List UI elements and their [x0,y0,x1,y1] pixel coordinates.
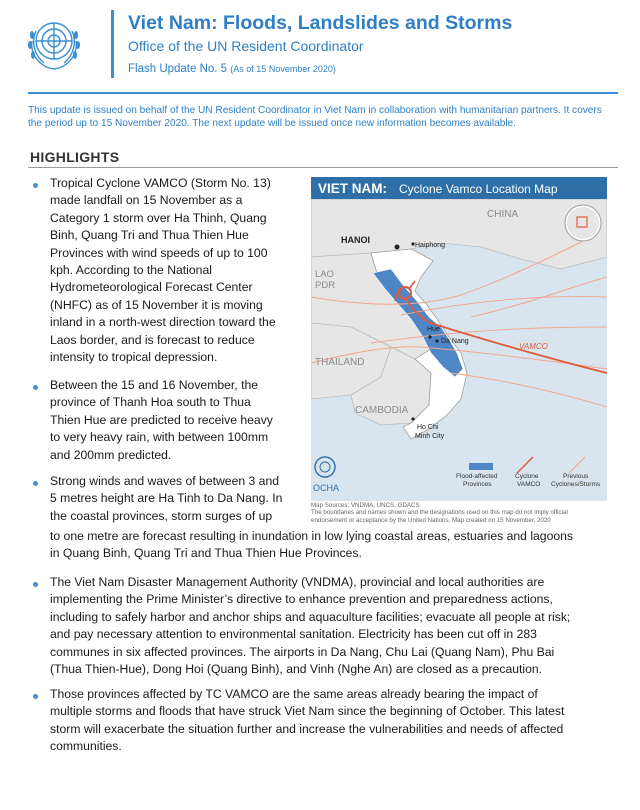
cyclone-location-map [311,177,607,501]
legend-vamco-label: VAMCO [517,481,541,488]
ocha-label: OCHA [313,483,340,493]
bullet-line: The Viet Nam Disaster Management Authority (VNDMA), provincial and local authorities are [50,575,545,589]
header-divider [28,92,618,94]
map-source-note [311,502,611,524]
legend-provinces-label: Provinces [463,481,492,488]
bullet-line: Between the 15 and 16 November, the [50,378,259,392]
bullet-line: implementing the Prime Minister’s directive to enhance prevention and preparedness actions, [50,592,553,607]
legend-previous-label: Previous [563,473,589,480]
legend-affected-swatch [469,463,493,470]
map-source-line: endorsement or acceptance by the United Nations. Map created on 15 November, 2020 [311,516,551,524]
bullet-line: and pay necessary attention to environmental sanitation. Electricity has been cut off in 283 [50,627,537,642]
bullet-line: kph. According to the National [50,263,212,278]
map-title: Cyclone Vamco Location Map [399,182,558,196]
map-label-hanoi: HANOI [341,235,370,245]
bullet-line: province of Thanh Hoa south to Thua [50,395,251,410]
bullet-line: Hydrometeorological Forecast Center [50,280,253,295]
bullet-line: made landfall on 15 November as a [50,193,243,208]
bullet-line: Strong winds and waves of between 3 and [50,474,280,488]
bullet-line: the coastal provinces, storm surges of up [50,508,273,523]
bullet-line: to very heavy rain, with between 100mm [50,430,269,445]
legend-cyclone-label: Cyclone [515,473,539,480]
bullet-line: to one metre are forecast resulting in inundation in low lying coastal areas, estuaries and lagoons [50,529,574,543]
page-title: Viet Nam: Floods, Landslides and Storms [128,12,513,34]
flash-update-line [128,63,336,75]
map-city-dot [428,335,431,338]
un-emblem-icon [22,11,86,75]
map-label-danang: Da Nang [441,338,469,345]
map-city-dot [435,339,438,342]
map-city-dot [411,417,414,420]
map-source-line: Map Sources: VNDMA, UNCS, GDACS [311,502,420,509]
bullet-line: Tropical Cyclone VAMCO (Storm No. 13) [50,176,271,190]
map-label-hochiminh: Ho Chi [417,424,439,431]
map-title-bold: VIET NAM: [318,181,387,196]
bullet-line: Binh, Quang Tri and Thua Thien Hue [50,228,249,243]
map-label-haiphong: Haiphong [415,242,445,249]
map-label-cambodia: CAMBODIA [355,405,409,416]
page-subtitle: Office of the UN Resident Coordinator [128,38,364,54]
map-globe-inset-icon [565,205,601,241]
map-source-line: The boundaries and names shown and the designations used on this map do not imply official [311,509,568,517]
map-city-dot [411,242,414,245]
legend-cyclones-label: Cyclones/Storms [551,481,601,488]
bullet-5 [50,686,625,756]
bullet-line: intensity to tropical depression. [50,350,218,365]
map-label-hue: Hue [427,326,440,333]
section-title: HIGHLIGHTS [30,149,120,165]
bullet-line: including to safely harbor and anchor ships and aquaculture facilities; evacuate all people at risk; [50,609,571,624]
bullet-line: in Quang Binh, Quang Tri and Thua Thien Hue Provinces. [50,546,362,561]
flash-update-date: (As of 15 November 2020) [230,64,336,74]
bullet-4 [50,574,625,678]
map-label-lao: LAO [315,269,335,280]
bullet-2 [50,377,305,464]
bullet-line: Provinces with wind speeds of up to 100 [50,245,268,260]
bullet-line: communities. [50,739,122,754]
bullet-marker [33,694,38,699]
legend-flood-label: Flood-affected [456,473,498,480]
bullet-line: 5 metres height are Ha Tinh to Da Nang. In [50,491,283,506]
bullet-1 [50,175,305,366]
bullet-line: Those provinces affected by TC VAMCO are the same areas already bearing the impact of [50,687,538,701]
section-divider [28,167,618,168]
bullet-line: (NHFC) as of 15 November it is moving [50,297,263,312]
flash-update-number: Flash Update No. 5 [128,63,228,75]
bullet-line: multiple storms and floods that have struck Viet Nam since the beginning of October. This latest [50,704,565,719]
map-label-thailand: THAILAND [315,357,365,368]
bullet-3-continued [50,528,620,563]
bullet-line: and 200mm predicted. [50,447,172,462]
bullet-line: inland in a north-west direction toward the [50,315,276,330]
bullet-marker [33,582,38,587]
map-label-china: CHINA [487,209,519,220]
bullet-line: Category 1 storm over Ha Thinh, Quang [50,210,267,225]
bullet-line: Thien Hue are predicted to receive heavy [50,412,273,427]
bullet-marker [33,481,38,486]
bullet-line: (Thua Thien-Hue), Dong Hoi (Quang Binh), and Vinh (Nghe An) are closed as a precaution. [50,662,543,677]
bullet-line: Laos border, and is forecast to reduce [50,332,255,347]
bullet-line: communes in six affected provinces. The airports in Da Nang, Chu Lai (Quang Nam), Phu Bai [50,644,555,659]
intro-paragraph: This update is issued on behalf of the UN Resident Coordinator in Viet Nam in collaboration with humanitarian partners. It covers the period up to 15 November 2020. The next update will be issued once new information becomes available. [28,105,602,129]
bullet-marker [33,183,38,188]
bullet-3 [50,473,305,525]
map-city-dot [395,245,400,250]
map-label-vamco: VAMCO [519,342,548,351]
map-label-pdr: PDR [315,280,336,291]
bullet-line: storm will exacerbate the situation further and increase the vulnerabilities and needs of affected [50,721,564,736]
header-accent-bar [111,10,114,78]
bullet-marker [33,385,38,390]
map-label-minhcity: Minh City [415,433,445,440]
